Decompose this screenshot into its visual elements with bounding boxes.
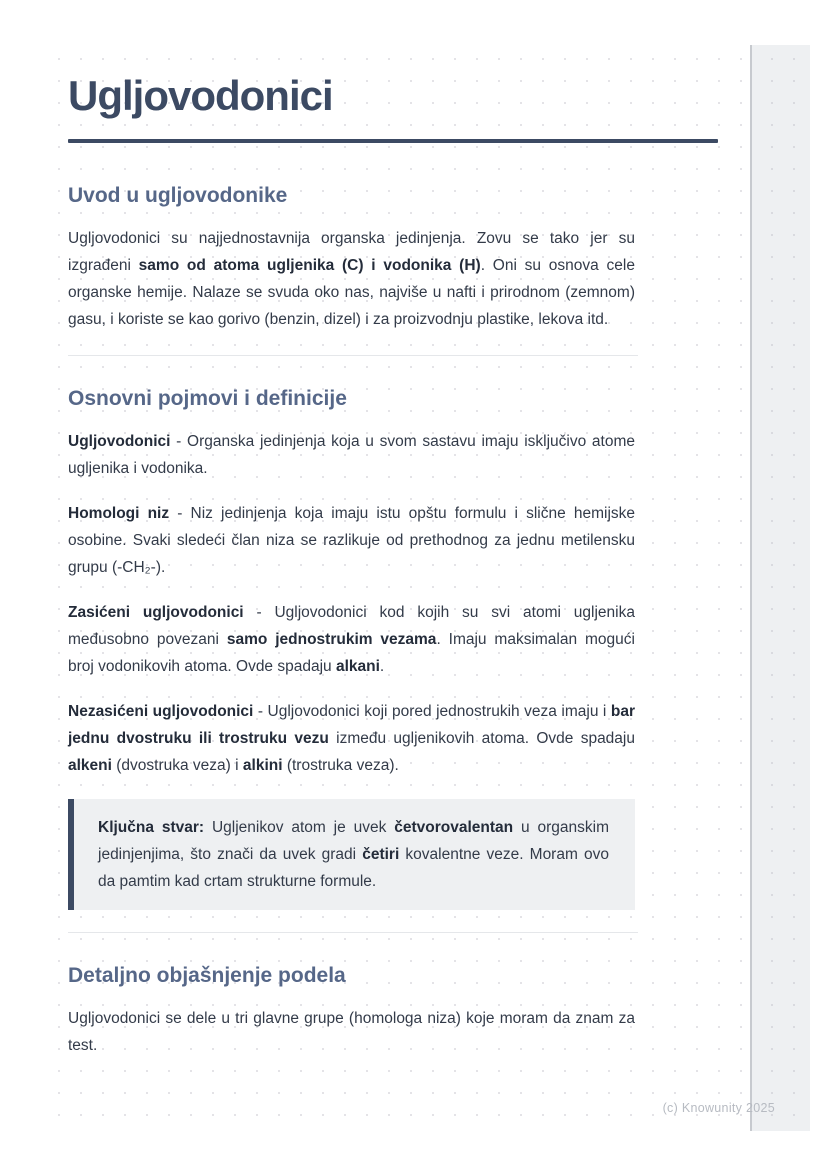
key-point-callout: Ključna stvar: Ugljenikov atom je uvek četvorovalentan u organskim jedinjenjima, što znači da uvek gradi četiri kovalentne veze. Moram ovo da pamtim kad crtam strukturne formule. — [68, 799, 635, 910]
definition-paragraph: Nezasićeni ugljovodonici - Ugljovodonici koji pored jednostrukih veza imaju i bar jednu dvostruku ili trostruku vezu između ugljenikovih atoma. Ovde spadaju alkeni (dvostruka veza) i alkini (trostruka veza). — [68, 703, 635, 774]
page-title: Ugljovodonici — [68, 72, 333, 119]
definition-paragraph: Homologi niz - Niz jedinjenja koja imaju istu opštu formulu i slične hemijske osobine. Svaki sledeći član niza se razlikuje od prethodnog za jednu metilensku grupu (-CH₂-). — [68, 505, 636, 576]
page-content — [45, 45, 748, 1059]
title-underline-rule — [68, 139, 718, 143]
section-heading-pojmovi: Osnovni pojmovi i definicije — [68, 387, 347, 410]
section-heading-podela: Detaljno objašnjenje podela — [68, 964, 346, 987]
paragraph: Ugljovodonici su najjednostavnija organska jedinjenja. Zovu se tako jer su izgrađeni samo od atoma ugljenika (C) i vodonika (H). Oni su osnova cele organske hemije. Nalaze se svuda oko nas, najviše u nafti i prirodnom (zemnom) gasu, i koriste se kao gorivo (benzin, dizel) i za proizvodnju plastike, lekova itd. — [68, 230, 635, 328]
next-page-edge — [750, 45, 810, 1131]
section-heading-uvod: Uvod u ugljovodonike — [68, 184, 288, 207]
definition-paragraph: Ugljovodonici - Organska jedinjenja koja u svom sastavu imaju isključivo atome ugljenika i vodonika. — [68, 433, 635, 477]
definition-paragraph: Zasićeni ugljovodonici - Ugljovodonici kod kojih su svi atomi ugljenika međusobno povezani samo jednostrukim vezama. Imaju maksimalan mogući broj vodonikovih atoma. Ovde spadaju alkani. — [68, 604, 635, 675]
watermark: (c) Knowunity 2025 — [662, 1101, 775, 1115]
section-divider — [68, 932, 638, 933]
section-divider — [68, 355, 638, 356]
notes-page — [45, 45, 748, 1123]
paragraph: Ugljovodonici se dele u tri glavne grupe (homologa niza) koje moram da znam za test. — [68, 1010, 635, 1054]
